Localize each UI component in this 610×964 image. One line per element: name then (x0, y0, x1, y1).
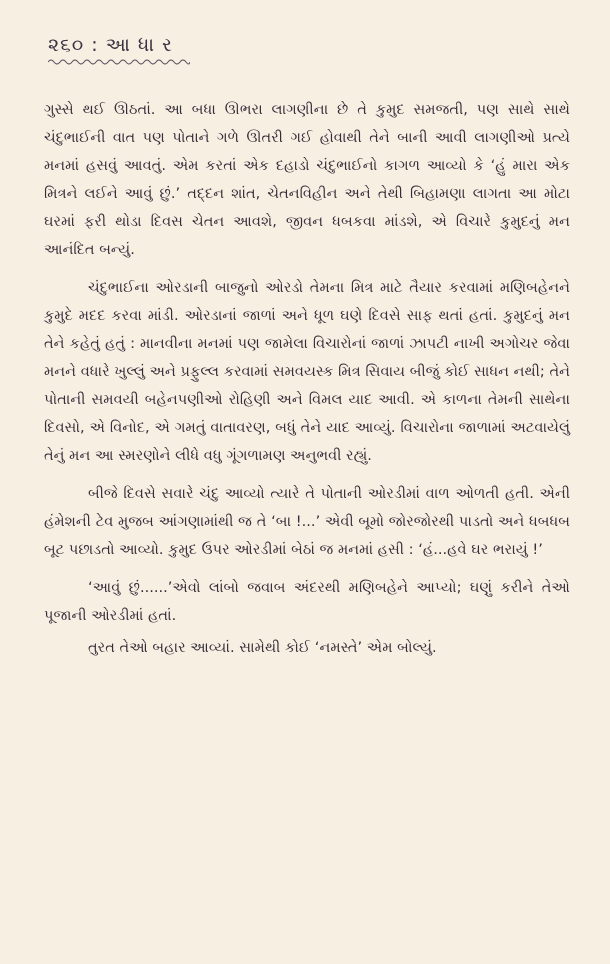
paragraph-4: ‘આવું છું......’એવો લાંબો જવાબ અંદરથી મણિબહેને આપ્યો; ઘણું કરીને તેઓ પૂજાની ઓરડીમાં હતાં. (44, 579, 570, 624)
paragraph-5: તુરત તેઓ બહાર આવ્યાં. સામેથી કોઈ ‘નમસ્તે’ એમ બોલ્યું. (88, 639, 437, 656)
header-wavy-rule (48, 58, 190, 66)
paragraph-3: બીજે દિવસે સવારે ચંદુ આવ્યો ત્યારે તે પોતાની ઓરડીમાં વાળ ઓળતી હતી. એની હંમેશની ટેવ મુજબ આંગણામાંથી જ તે ‘બા !...’ એવી બૂમો જોરજોરથી પાડતો અને ધબધબ બૂટ પછાડતો આવ્યો. કુમુદ ઉપર ઓરડીમાં બેઠાં જ મનમાં હસી : ‘હં...હવે ઘર ભરાયું !’ (44, 485, 570, 558)
paragraph-2: ચંદુભાઈના ઓરડાની બાજુનો ઓરડો તેમના મિત્ર માટે તૈયાર કરવામાં મણિબહેનને કુમુદે મદદ કરવા માંડી. ઓરડાનાં જાળાં અને ધૂળ ઘણે દિવસે સાફ થતાં હતાં. કુમુદનું મન તેને કહેતું હતું : માનવીના મનમાં પણ જામેલા વિચારોનાં જાળાં ઝાપટી નાખી અગોચર જેવા મનને વધારે ખુલ્લું અને પ્રફુલ્લ કરવામાં સમવયસ્ક મિત્ર સિવાય બીજું કોઈ સાધન નથી; તેને પોતાની સમવયી બહેનપણીઓ રોહિણી અને વિમલ યાદ આવી. એ કાળના તેમની સાથેના દિવસો, એ વિનોદ, એ ગમતું વાતાવરણ, બધું તેને યાદ આવ્યું. વિચારોના જાળામાં અટવાયેલું તેનું મન આ સ્મરણોને લીધે વધુ ગૂંગળામણ અનુભવી રહ્યું. (44, 279, 570, 464)
page-header: ૨૬૦ : આ ધા ર (48, 34, 173, 56)
body-text (44, 96, 570, 662)
paragraph-1: ગુસ્સે થઈ ઊઠતાં. આ બધા ઊભરા લાગણીના છે તે કુમુદ સમજતી, પણ સાથે સાથે ચંદુભાઈની વાત પણ પોતાને ગળે ઊતરી ગઈ હોવાથી તેને બાની આવી લાગણીઓ પ્રત્યે મનમાં હસવું આવતું. એમ કરતાં એક દહાડો ચંદુભાઈનો કાગળ આવ્યો કે ‘હું મારા એક મિત્રને લઈને આવું છું.’ તદ્દન શાંત, ચેતનવિહીન અને તેથી બિહામણા લાગતા આ મોટા ઘરમાં ફરી થોડા દિવસ ચેતન આવશે, જીવન ધબકવા માંડશે, એ વિચારે કુમુદનું મન આનંદિત બન્યું. (44, 101, 570, 258)
